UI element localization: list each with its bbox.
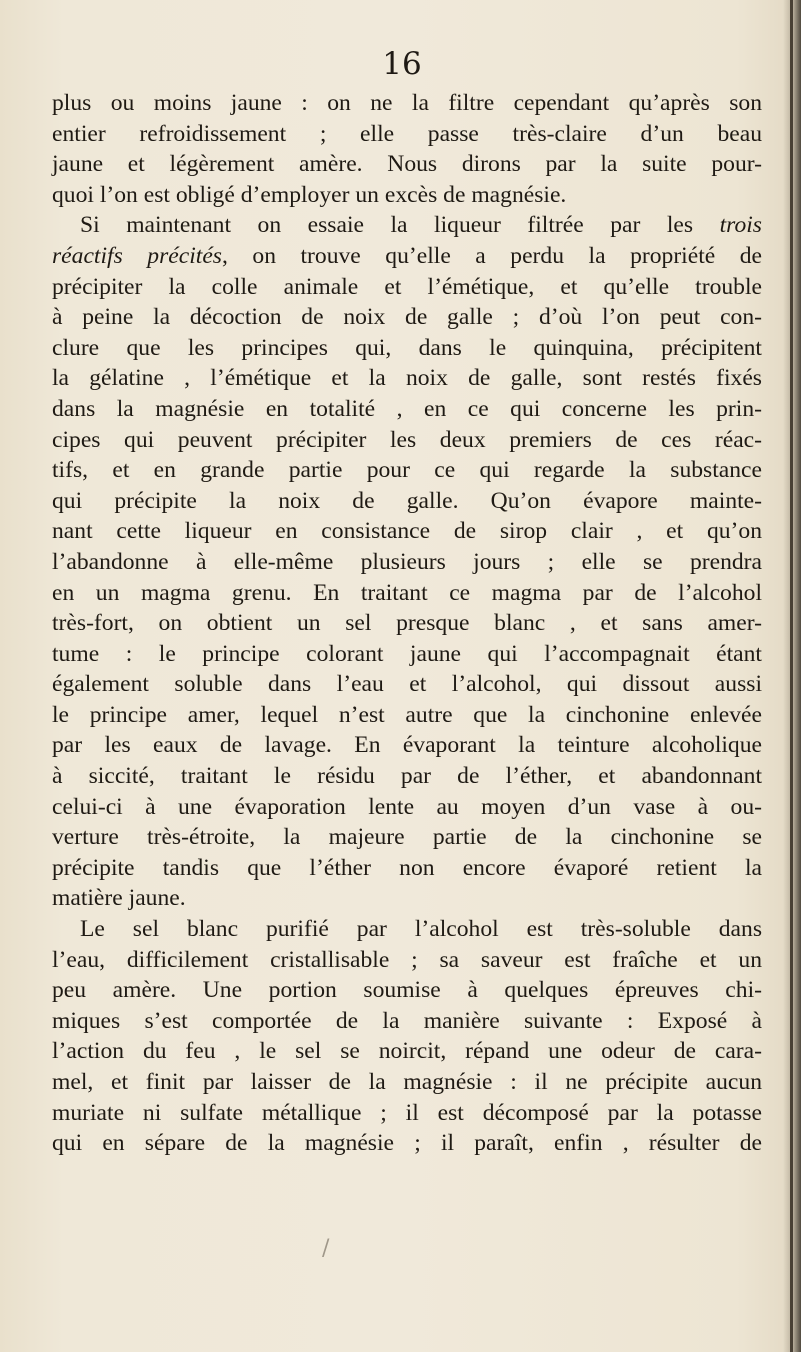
page-binding-edge <box>790 0 793 1352</box>
text-line: en un magma grenu. En traitant ce magma par de l’alcohol <box>52 579 762 606</box>
text-line: à siccité, traitant le résidu par de l’éther, et abandonnant <box>52 763 762 790</box>
text-line: l’eau, difficilement cristallisable ; sa saveur est fraîche et un <box>52 946 762 973</box>
text-line: jaune et légèrement amère. Nous dirons par la suite pour- <box>52 151 762 178</box>
text-line: tifs, et en grande partie pour ce qui regarde la substance <box>52 457 762 484</box>
body-text <box>52 88 762 1159</box>
text-fragment: Si maintenant on essaie la liqueur filtrée par les <box>80 212 720 239</box>
text-fragment: , on trouve qu’elle a perdu la propriété de <box>221 242 763 269</box>
text-line: mel, et finit par laisser de la magnésie : il ne précipite aucun <box>52 1069 762 1095</box>
text-line: Le sel blanc purifié par l’alcohol est très-soluble dans <box>80 916 762 943</box>
text-line: cipes qui peuvent précipiter les deux premiers de ces réac- <box>52 426 762 453</box>
text-line <box>52 241 762 272</box>
text-line: précipiter la colle animale et l’émétique, et qu’elle trouble <box>52 273 762 300</box>
text-line: à peine la décoction de noix de galle ; d’où l’on peut con- <box>52 304 762 331</box>
text-line: également soluble dans l’eau et l’alcohol, qui dissout aussi <box>52 671 762 698</box>
text-line: celui-ci à une évaporation lente au moyen d’un vase à ou- <box>52 793 762 820</box>
text-line: quoi l’on est obligé d’employer un excès de magnésie. <box>52 181 567 208</box>
text-line: la gélatine , l’émétique et la noix de galle, sont restés fixés <box>52 365 762 392</box>
page-number: 16 <box>382 46 422 82</box>
text-line: par les eaux de lavage. En évaporant la teinture alcoholique <box>52 732 762 759</box>
text-line: nant cette liqueur en consistance de sirop clair , et qu’on <box>52 518 762 545</box>
text-line <box>52 210 762 241</box>
text-line: tume : le principe colorant jaune qui l’accompagnait étant <box>52 640 762 667</box>
text-line: verture très-étroite, la majeure partie de la cinchonine se <box>52 824 762 851</box>
pencil-mark: / <box>322 1236 330 1261</box>
text-line: entier refroidissement ; elle passe très-claire d’un beau <box>52 120 762 147</box>
text-line: précipite tandis que l’éther non encore évaporé retient la <box>52 854 762 881</box>
text-line: l’abandonne à elle-même plusieurs jours ; elle se prendra <box>52 548 762 575</box>
text-line: très-fort, on obtient un sel presque blanc , et sans amer- <box>52 610 762 637</box>
text-line: plus ou moins jaune : on ne la filtre cependant qu’après son <box>52 90 762 116</box>
text-line: peu amère. Une portion soumise à quelques épreuves chi- <box>52 977 762 1004</box>
italic-fragment: trois <box>719 212 762 239</box>
text-line: qui précipite la noix de galle. Qu’on évapore mainte- <box>52 487 762 514</box>
text-line: l’action du feu , le sel se noircit, répand une odeur de cara- <box>52 1038 762 1065</box>
italic-fragment: réactifs précités <box>52 242 222 269</box>
text-line: matière jaune. <box>52 885 186 912</box>
text-line: miques s’est comportée de la manière suivante : Exposé à <box>52 1007 762 1034</box>
text-line: muriate ni sulfate métallique ; il est décomposé par la potasse <box>52 1099 762 1126</box>
text-line: le principe amer, lequel n’est autre que la cinchonine enlevée <box>52 701 762 728</box>
text-line: qui en sépare de la magnésie ; il paraît, enfin , résulter de <box>52 1130 762 1157</box>
text-line: clure que les principes qui, dans le quinquina, précipitent <box>52 334 762 361</box>
text-line: dans la magnésie en totalité , en ce qui concerne les prin- <box>52 395 762 422</box>
